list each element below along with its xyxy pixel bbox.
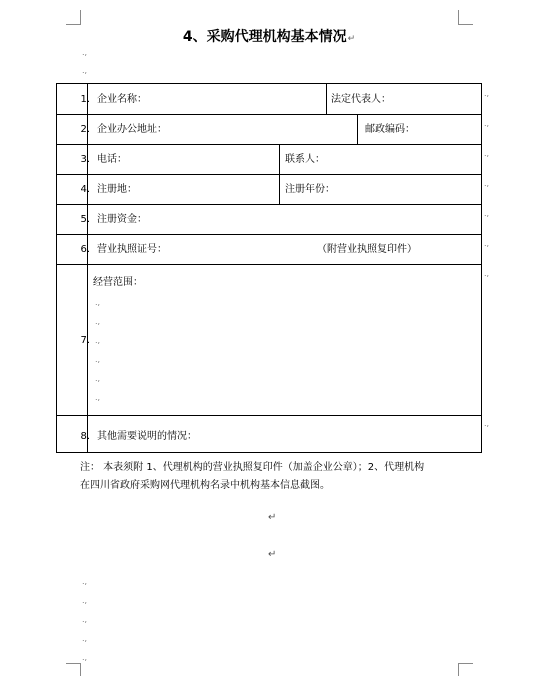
paragraph-mark: .,: [82, 615, 88, 624]
row-number: 2.: [80, 124, 90, 135]
crop-mark-bottom-left: [66, 663, 81, 676]
paragraph-mark: .,: [82, 596, 88, 605]
reg-place-label: 注册地：: [97, 184, 137, 195]
paragraph-mark: .,: [484, 179, 490, 188]
paragraph-mark: .,: [95, 355, 101, 364]
paragraph-mark: .,: [484, 209, 490, 218]
paragraph-mark: .,: [484, 239, 490, 248]
phone-label: 电话：: [97, 154, 127, 165]
table-rule: [57, 415, 481, 416]
license-copy-note: （附营业执照复印件）: [317, 244, 417, 255]
paragraph-mark: .,: [82, 634, 88, 643]
crop-mark-top-right: [458, 10, 473, 25]
table-rule: [357, 114, 358, 144]
info-table: [56, 83, 482, 453]
paragraph-mark: .,: [82, 653, 88, 662]
row-number: 5.: [80, 214, 90, 225]
row-number: 8.: [80, 431, 90, 442]
table-rule: [57, 264, 481, 265]
row-number: 4.: [80, 184, 90, 195]
paragraph-mark: .,: [82, 577, 88, 586]
office-address-label: 企业办公地址：: [97, 124, 167, 135]
reg-capital-label: 注册资金：: [97, 214, 147, 225]
table-rule: [279, 144, 280, 204]
crop-mark-bottom-right: [458, 663, 473, 676]
note-line-1: 注： 本表须附 1、代理机构的营业执照复印件（加盖企业公章）；2、代理机构: [80, 462, 425, 473]
other-info-label: 其他需要说明的情况：: [97, 431, 197, 442]
table-rule: [87, 84, 88, 452]
row-number: 1.: [80, 94, 90, 105]
page-title: [0, 26, 538, 46]
company-name-label: 企业名称：: [97, 94, 147, 105]
paragraph-mark: ↵: [347, 34, 356, 44]
row-number: 3.: [80, 154, 90, 165]
table-rule: [57, 204, 481, 205]
paragraph-mark: .,: [95, 336, 101, 345]
legal-rep-label: 法定代表人：: [331, 94, 391, 105]
paragraph-mark: .,: [95, 393, 101, 402]
table-rule: [57, 144, 481, 145]
business-scope-label: 经营范围：: [93, 277, 143, 288]
paragraph-mark: .,: [484, 89, 490, 98]
paragraph-mark: .,: [95, 374, 101, 383]
table-rule: [57, 114, 481, 115]
note-line-2: 在四川省政府采购网代理机构名录中机构基本信息截图。: [80, 480, 330, 491]
paragraph-mark: .,: [82, 48, 88, 57]
paragraph-mark: .,: [95, 298, 101, 307]
paragraph-mark: ↵: [268, 549, 277, 560]
row-number: 7.: [80, 335, 90, 346]
paragraph-mark: .,: [484, 149, 490, 158]
paragraph-mark: .,: [484, 419, 490, 428]
paragraph-mark: .,: [484, 269, 490, 278]
table-rule: [57, 174, 481, 175]
title-text: 4、采购代理机构基本情况: [182, 29, 347, 45]
paragraph-mark: .,: [95, 317, 101, 326]
crop-mark-top-left: [66, 10, 81, 25]
table-rule: [326, 84, 327, 114]
row-number: 6.: [80, 244, 90, 255]
paragraph-mark: ↵: [268, 512, 277, 523]
contact-label: 联系人：: [285, 154, 325, 165]
paragraph-mark: .,: [82, 66, 88, 75]
paragraph-mark: .,: [484, 119, 490, 128]
reg-year-label: 注册年份：: [285, 184, 335, 195]
table-rule: [57, 234, 481, 235]
postcode-label: 邮政编码：: [365, 124, 415, 135]
license-no-label: 营业执照证号：: [97, 244, 167, 255]
